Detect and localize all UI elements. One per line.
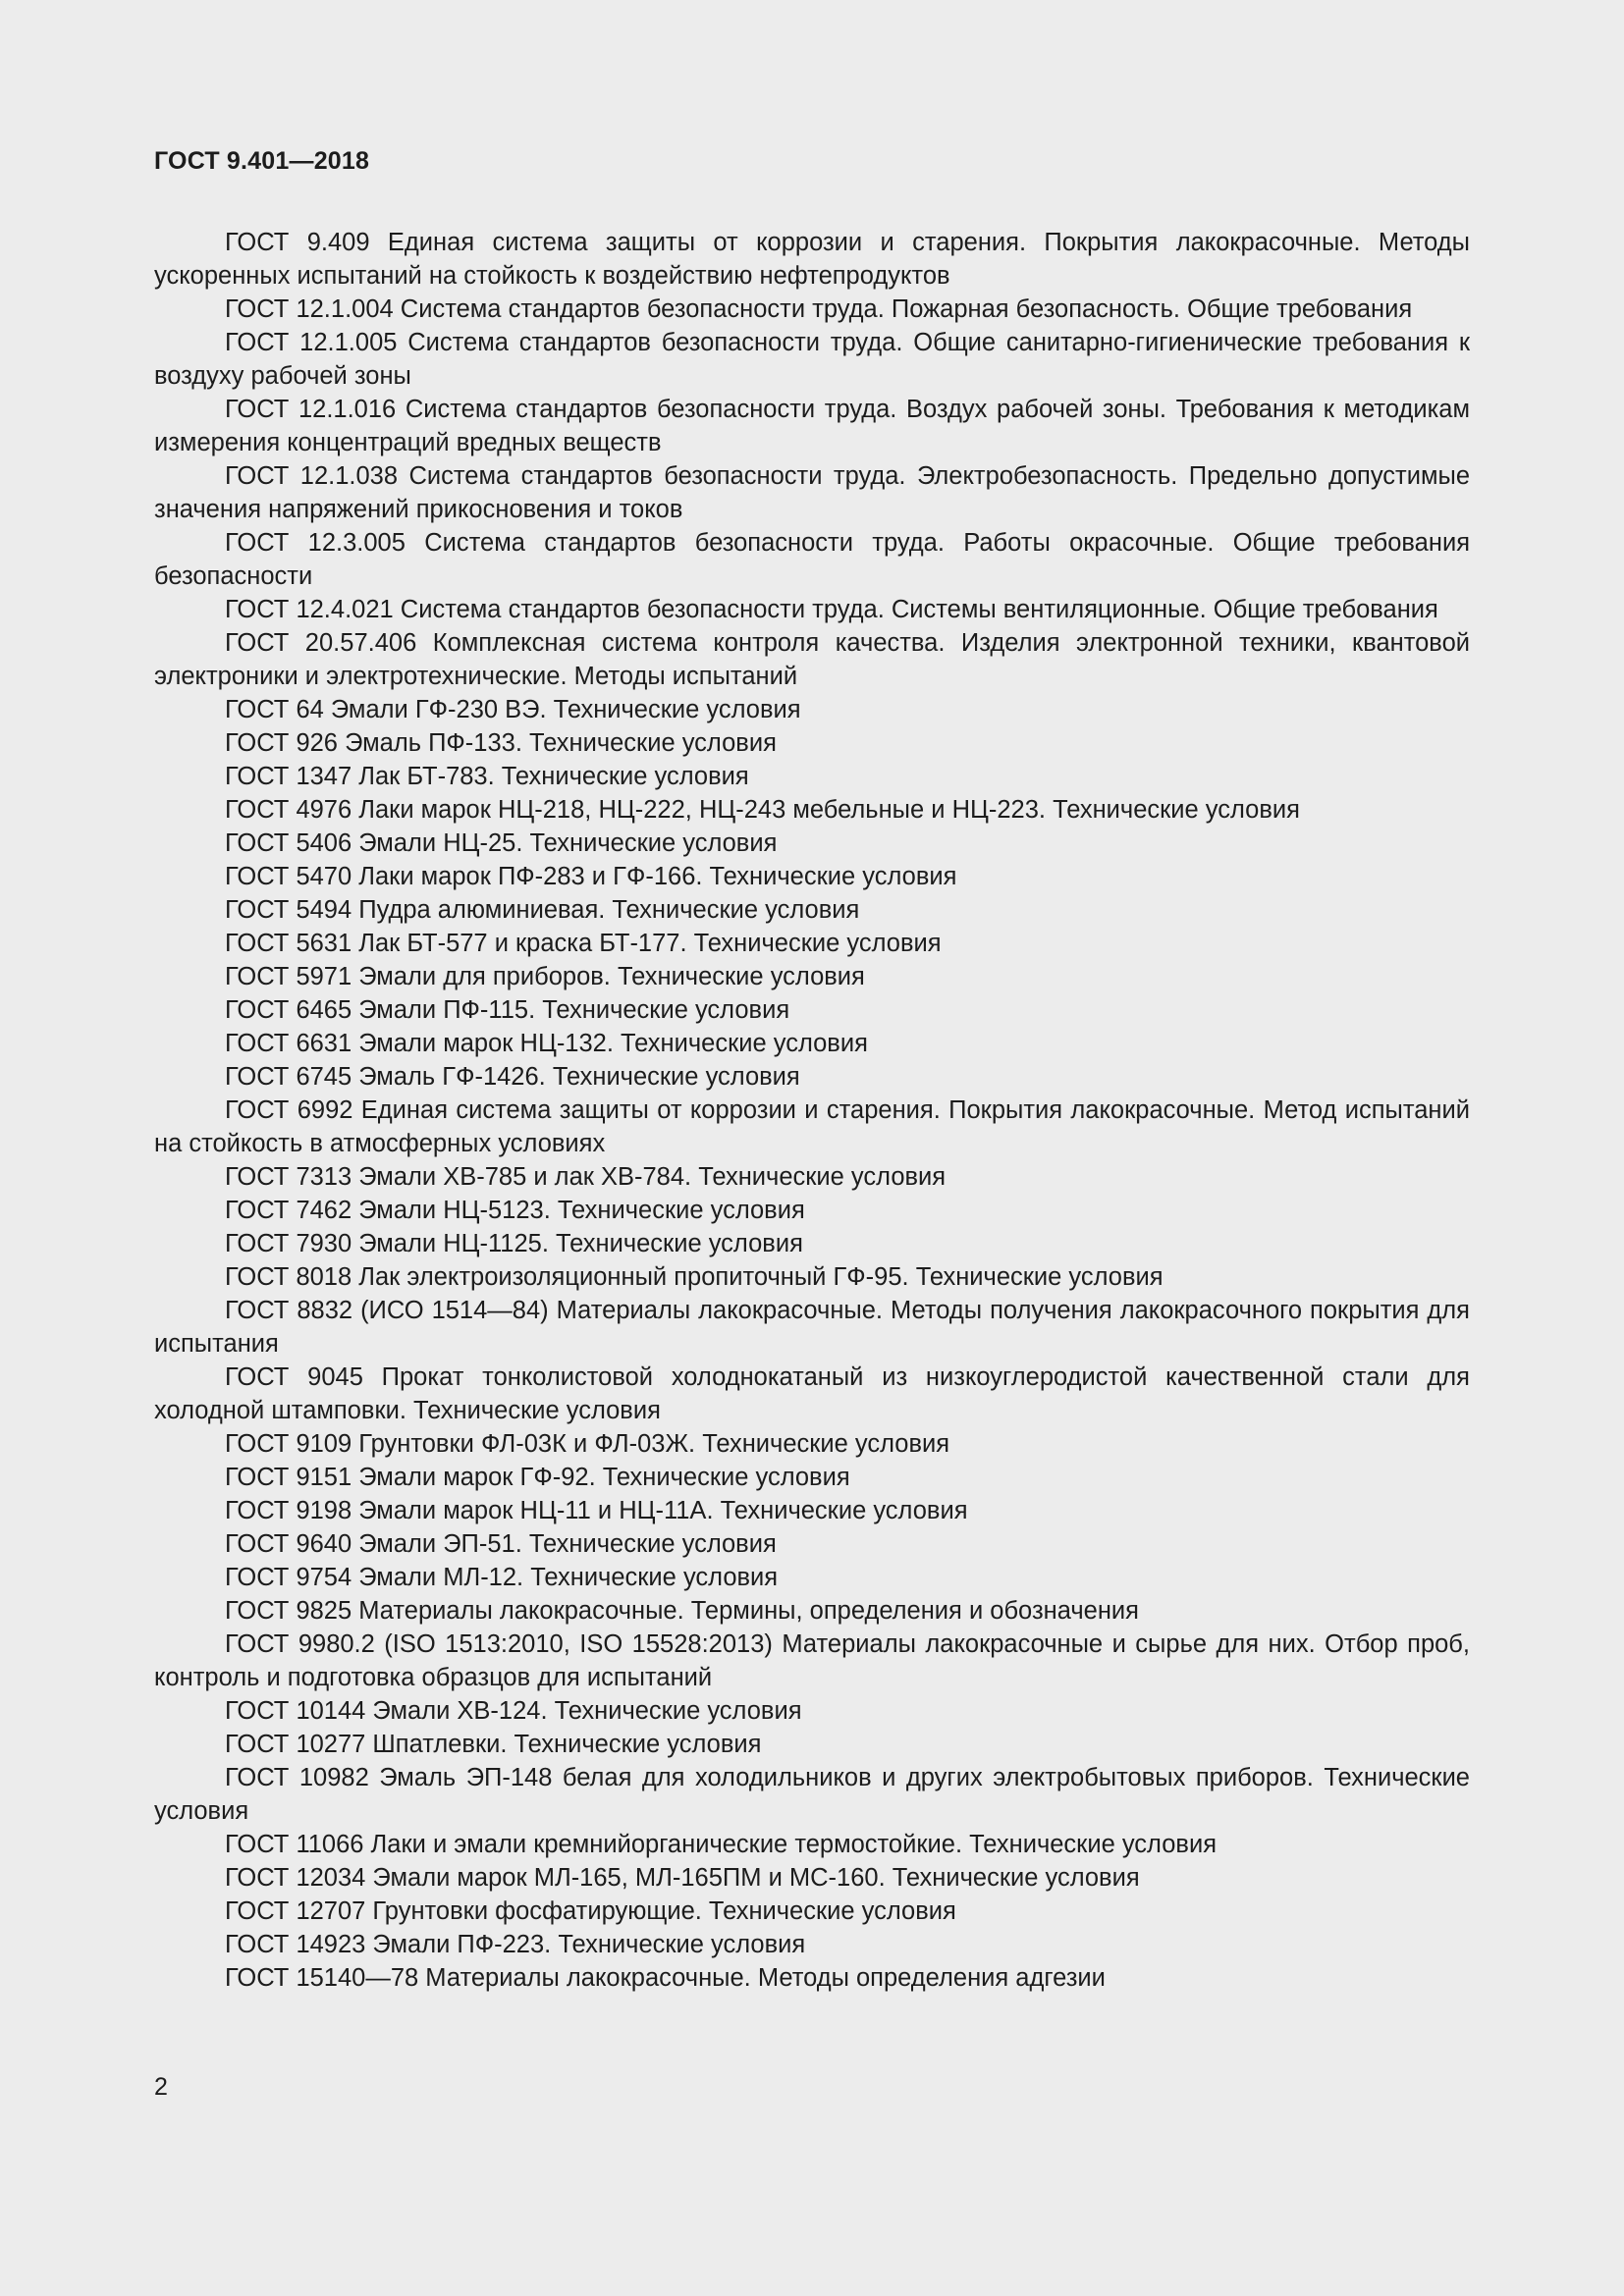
reference-entry: ГОСТ 6631 Эмали марок НЦ-132. Технические условия: [225, 1030, 868, 1057]
reference-entry: ГОСТ 10277 Шпатлевки. Технические условия: [225, 1731, 762, 1758]
reference-entry: ГОСТ 9980.2 (ISO 1513:2010, ISO 15528:2013) Материалы лакокрасочные и сырье для них. Отбор проб, контроль и подготовка образцов для испытаний: [154, 1630, 1470, 1691]
reference-entry: ГОСТ 6465 Эмали ПФ-115. Технические условия: [225, 996, 790, 1024]
reference-entry: ГОСТ 5406 Эмали НЦ-25. Технические условия: [225, 829, 778, 857]
reference-entry: ГОСТ 14923 Эмали ПФ-223. Технические условия: [225, 1931, 806, 1958]
reference-entry: ГОСТ 926 Эмаль ПФ-133. Технические условия: [225, 729, 777, 757]
reference-entry: ГОСТ 9151 Эмали марок ГФ-92. Технические условия: [225, 1464, 850, 1491]
reference-entry: ГОСТ 12034 Эмали марок МЛ-165, МЛ-165ПМ и МС-160. Технические условия: [225, 1864, 1140, 1892]
reference-entry: ГОСТ 12707 Грунтовки фосфатирующие. Технические условия: [225, 1897, 956, 1925]
reference-entry: ГОСТ 9045 Прокат тонколистовой холоднокатаный из низкоуглеродистой качественной стали для холодной штамповки. Технические условия: [154, 1363, 1470, 1424]
reference-entry: ГОСТ 12.1.005 Система стандартов безопасности труда. Общие санитарно-гигиенические требования к воздуху рабочей зоны: [154, 329, 1470, 390]
reference-entry: ГОСТ 10144 Эмали ХВ-124. Технические условия: [225, 1697, 802, 1725]
reference-entry: ГОСТ 8018 Лак электроизоляционный пропиточный ГФ-95. Технические условия: [225, 1263, 1164, 1291]
reference-entry: ГОСТ 12.1.004 Система стандартов безопасности труда. Пожарная безопасность. Общие требования: [225, 295, 1413, 323]
reference-entry: ГОСТ 15140—78 Материалы лакокрасочные. Методы определения адгезии: [225, 1964, 1106, 1992]
reference-entry: ГОСТ 12.4.021 Система стандартов безопасности труда. Системы вентиляционные. Общие требования: [225, 596, 1438, 623]
reference-entry: ГОСТ 9198 Эмали марок НЦ-11 и НЦ-11А. Технические условия: [225, 1497, 968, 1524]
document-header-title: ГОСТ 9.401—2018: [154, 147, 370, 175]
reference-entry: ГОСТ 9109 Грунтовки ФЛ-03К и ФЛ-03Ж. Технические условия: [225, 1430, 950, 1458]
reference-entry: ГОСТ 5494 Пудра алюминиевая. Технические условия: [225, 896, 860, 924]
reference-entry: ГОСТ 11066 Лаки и эмали кремнийорганические термостойкие. Технические условия: [225, 1831, 1218, 1858]
reference-entry: ГОСТ 7930 Эмали НЦ-1125. Технические условия: [225, 1230, 803, 1257]
reference-entry: ГОСТ 12.1.016 Система стандартов безопасности труда. Воздух рабочей зоны. Требования к методикам измерения концентраций вредных веществ: [154, 396, 1470, 456]
reference-entry: ГОСТ 5971 Эмали для приборов. Технические условия: [225, 963, 865, 990]
reference-entry: ГОСТ 9825 Материалы лакокрасочные. Термины, определения и обозначения: [225, 1597, 1139, 1625]
reference-entry: ГОСТ 10982 Эмаль ЭП-148 белая для холодильников и других электробытовых приборов. Технические условия: [154, 1764, 1470, 1825]
reference-entry: ГОСТ 5470 Лаки марок ПФ-283 и ГФ-166. Технические условия: [225, 863, 957, 890]
reference-entry: ГОСТ 6745 Эмаль ГФ-1426. Технические условия: [225, 1063, 800, 1091]
reference-entry: ГОСТ 5631 Лак БТ-577 и краска БТ-177. Технические условия: [225, 930, 942, 957]
reference-entry: ГОСТ 7462 Эмали НЦ-5123. Технические условия: [225, 1197, 805, 1224]
reference-entry: ГОСТ 9640 Эмали ЭП-51. Технические условия: [225, 1530, 777, 1558]
reference-entry: ГОСТ 8832 (ИСО 1514—84) Материалы лакокрасочные. Методы получения лакокрасочного покрытия для испытания: [154, 1297, 1470, 1358]
normative-references-list: [154, 226, 1470, 1995]
reference-entry: ГОСТ 12.3.005 Система стандартов безопасности труда. Работы окрасочные. Общие требования безопасности: [154, 529, 1470, 590]
reference-entry: ГОСТ 12.1.038 Система стандартов безопасности труда. Электробезопасность. Предельно допустимые значения напряжений прикосновения и токов: [154, 462, 1470, 523]
reference-entry: ГОСТ 20.57.406 Комплексная система контроля качества. Изделия электронной техники, квантовой электроники и электротехнические. Методы испытаний: [154, 629, 1470, 690]
page-number: 2: [154, 2073, 168, 2101]
reference-entry: ГОСТ 9.409 Единая система защиты от коррозии и старения. Покрытия лакокрасочные. Методы ускоренных испытаний на стойкость к воздействию нефтепродуктов: [154, 229, 1470, 290]
reference-entry: ГОСТ 6992 Единая система защиты от коррозии и старения. Покрытия лакокрасочные. Метод испытаний на стойкость в атмосферных условиях: [154, 1096, 1470, 1157]
reference-entry: ГОСТ 4976 Лаки марок НЦ-218, НЦ-222, НЦ-243 мебельные и НЦ-223. Технические условия: [225, 796, 1300, 824]
reference-entry: ГОСТ 7313 Эмали ХВ-785 и лак ХВ-784. Технические условия: [225, 1163, 947, 1191]
reference-entry: ГОСТ 1347 Лак БТ-783. Технические условия: [225, 763, 749, 790]
reference-entry: ГОСТ 9754 Эмали МЛ-12. Технические условия: [225, 1564, 779, 1591]
reference-entry: ГОСТ 64 Эмали ГФ-230 ВЭ. Технические условия: [225, 696, 801, 723]
